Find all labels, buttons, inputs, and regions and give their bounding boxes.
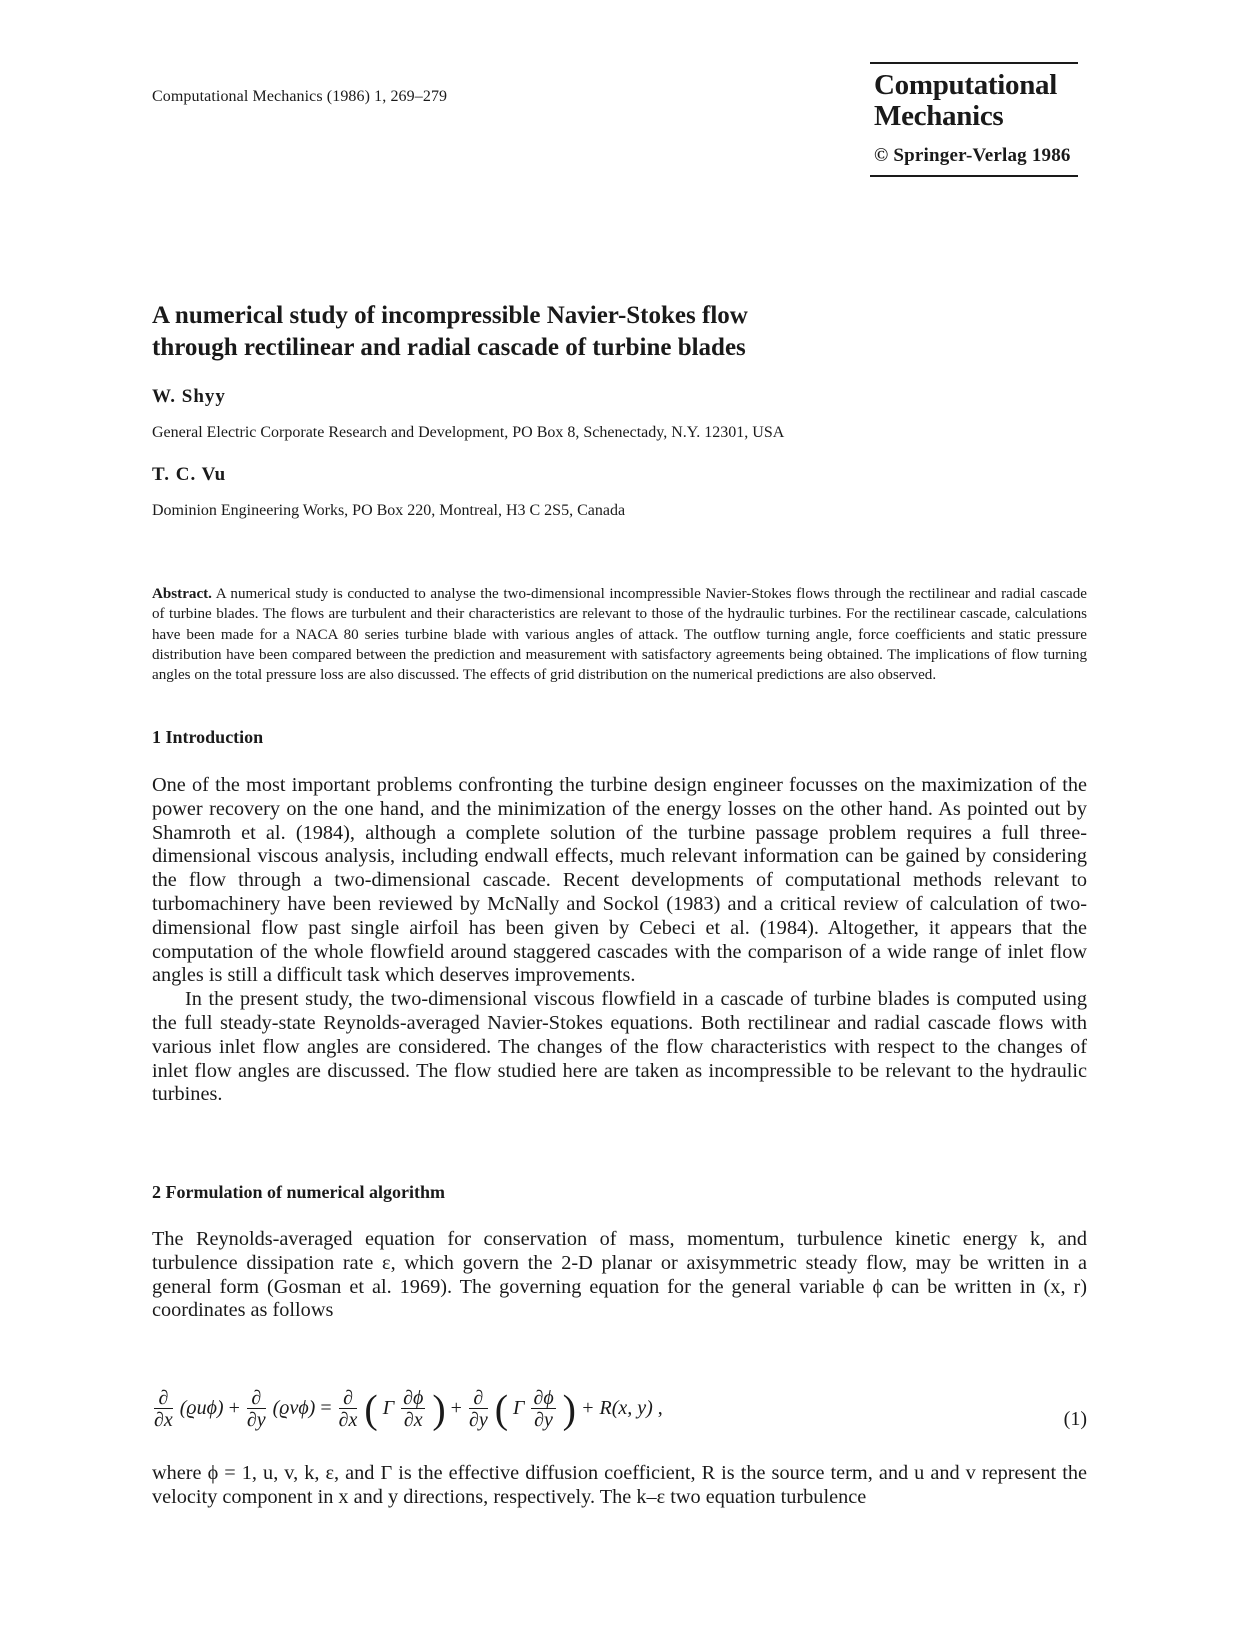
paper-title — [152, 300, 1132, 364]
eq-fraction: $\frac{\partial}{\partial x}$ — [154, 1387, 173, 1431]
paragraph: In the present study, the two-dimensional viscous flowfield in a cascade of turbine blades is computed using the full steady-state Reynolds-averaged Navier-Stokes equations. Both rectilinear and radial cascade flows with various inlet flow angles are considered. The changes of the flow characteristics with respect to the changes of inlet flow angles are discussed. The flow studied here are taken as incompressible to be relevant to the hydraulic turbines. — [152, 988, 1087, 1106]
copyright-notice: © Springer-Verlag 1986 — [874, 145, 1071, 166]
journal-name-line2: Mechanics — [874, 100, 1004, 132]
equation-number: (1) — [1063, 1408, 1087, 1430]
eq-symbol: Γ — [382, 1397, 395, 1420]
author-affiliation: Dominion Engineering Works, PO Box 220, Montreal, H3 C 2S5, Canada — [152, 502, 626, 519]
journal-citation: Computational Mechanics (1986) 1, 269–279 — [152, 88, 448, 105]
journal-name — [874, 70, 1057, 132]
title-line1: A numerical study of incompressible Navier-Stokes flow — [152, 302, 748, 329]
equation-1 — [152, 1388, 1087, 1448]
eq-paren: ) — [432, 1386, 446, 1432]
section-body-continued — [152, 1462, 1087, 1510]
eq-fraction: $\frac{\partial}{\partial x}$ — [338, 1387, 358, 1431]
abstract — [152, 584, 1087, 685]
section-heading: 1 Introduction — [152, 727, 264, 747]
eq-fraction: $\frac{\partial}{\partial y}$ — [246, 1387, 266, 1431]
eq-paren: ) — [562, 1386, 576, 1432]
header-rule-top — [870, 62, 1078, 64]
eq-term: (ϱvϕ) — [272, 1397, 316, 1420]
eq-comma: , — [657, 1397, 663, 1420]
paragraph: where ϕ = 1, u, v, k, ε, and Γ is the effective diffusion coefficient, R is the source term, and u and v represent the velocity component in x and y directions, respectively. The k–ε two equation turbulence — [152, 1462, 1087, 1508]
author-name: W. Shyy — [152, 386, 226, 407]
section-body — [152, 774, 1087, 1107]
eq-operator: + — [228, 1397, 240, 1420]
author-affiliation: General Electric Corporate Research and Development, PO Box 8, Schenectady, N.Y. 12301, USA — [152, 424, 785, 441]
author-name: T. C. Vu — [152, 464, 227, 485]
paragraph: One of the most important problems confronting the turbine design engineer focusses on the maximization of the power recovery on the one hand, and the minimization of the energy losses on the other hand. As pointed out by Shamroth et al. (1984), although a complete solution of the turbine passage problem requires a full three-dimensional viscous analysis, including endwall effects, much relevant information can be gained by considering the flow through a two-dimensional cascade. Recent developments of computational methods relevant to turbomachinery have been reviewed by McNally and Sockol (1983) and a critical review of calculation of two-dimensional flow past single airfoil has been given by Cebeci et al. (1984). Altogether, it appears that the computation of the whole flowfield around staggered cascades with the comparison of a wide range of inlet flow angles is still a difficult task which deserves improvements. — [152, 774, 1087, 987]
eq-operator: + — [450, 1397, 462, 1420]
eq-paren: ( — [364, 1386, 378, 1432]
eq-fraction: $\frac{\partial\phi}{\partial y}$ — [533, 1387, 554, 1431]
eq-fraction: $\frac{\partial}{\partial y}$ — [468, 1387, 488, 1431]
eq-term: (ϱuϕ) — [179, 1397, 224, 1420]
section-body — [152, 1228, 1087, 1323]
eq-operator: = — [320, 1397, 332, 1420]
eq-symbol: Γ — [513, 1397, 525, 1420]
title-line2: through rectilinear and radial cascade of turbine blades — [152, 334, 746, 361]
header-rule-bottom — [870, 175, 1078, 177]
eq-source-term: + R(x, y) — [581, 1397, 653, 1420]
abstract-text: A numerical study is conducted to analyse the two-dimensional incompressible Navier-Stokes flows through the rectilinear and radial cascade of turbine blades. The flows are turbulent and their characteristics are relevant to those of the hydraulic turbines. For the rectilinear cascade, calculations have been made for a NACA 80 series turbine blade with various angles of attack. The outflow turning angle, force coefficients and static pressure distribution have been compared between the prediction and measurement with satisfactory agreements being obtained. The implications of flow turning angles on the total pressure loss are also discussed. The effects of grid distribution on the numerical predictions are also observed. — [152, 586, 1087, 684]
abstract-label: Abstract. — [152, 586, 212, 602]
eq-paren: ( — [494, 1386, 509, 1432]
section-heading: 2 Formulation of numerical algorithm — [152, 1182, 445, 1202]
equation-expression — [152, 1388, 663, 1431]
paragraph: The Reynolds-averaged equation for conservation of mass, momentum, turbulence kinetic energy k, and turbulence dissipation rate ε, which govern the 2-D planar or axisymmetric steady flow, may be written in a general form (Gosman et al. 1969). The governing equation for the general variable ϕ can be written in (x, r) coordinates as follows — [152, 1228, 1087, 1322]
journal-name-line1: Computational — [874, 69, 1058, 101]
eq-fraction: $\frac{\partial\phi}{\partial x}$ — [403, 1387, 424, 1431]
